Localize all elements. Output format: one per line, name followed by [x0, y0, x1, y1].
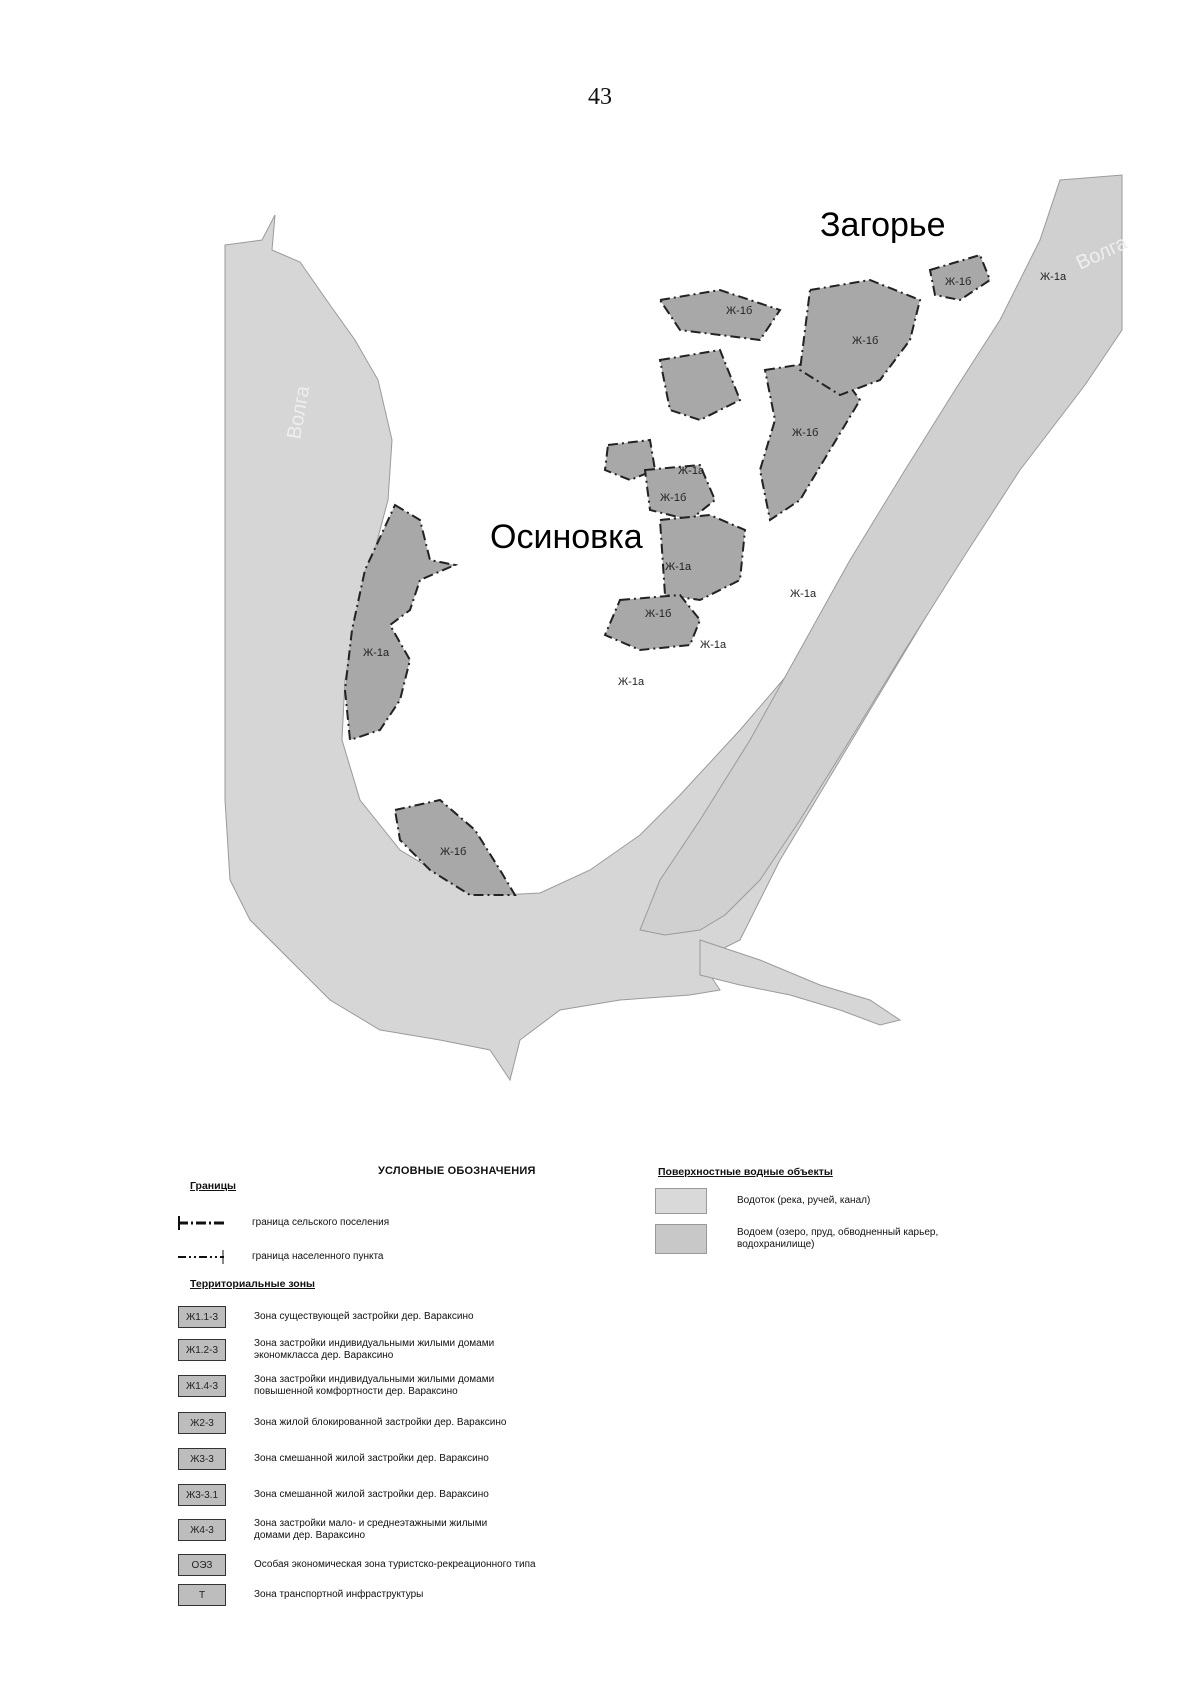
legend-zone-item [178, 1412, 506, 1434]
legend-text: граница населенного пункта [252, 1251, 384, 1262]
zone-swatch: Ж3-3 [178, 1448, 226, 1470]
legend-text: Зона смешанной жилой застройки дер. Вараксино [254, 1489, 489, 1500]
town-label-osinovka: Осиновка [490, 518, 643, 556]
legend-text: Зона жилой блокированной застройки дер. Вараксино [254, 1417, 507, 1428]
legend-text: Зона существующей застройки дер. Вараксино [254, 1311, 474, 1322]
zone-label: Ж-1а [1040, 271, 1067, 283]
zone-polygon [660, 290, 780, 340]
legend-water-item [655, 1224, 997, 1254]
zone-label: Ж-1б [945, 276, 972, 288]
zone-swatch: Ж1.2-3 [178, 1339, 226, 1361]
legend-text: Водоток (река, ручей, канал) [737, 1195, 871, 1206]
legend-boundary-locality [178, 1248, 383, 1266]
waterbody-swatch [655, 1224, 707, 1254]
river-inlet [700, 940, 900, 1025]
zone-label: Ж-1б [440, 846, 467, 858]
zone-label: Ж-1б [852, 335, 879, 347]
legend-zone-item [178, 1448, 489, 1470]
page-number: 43 [588, 84, 612, 110]
zone-swatch: ОЭЗ [178, 1554, 226, 1576]
legend-zone-item [178, 1554, 536, 1576]
legend-text: Зона транспортной инфраструктуры [254, 1589, 424, 1600]
zone-label: Ж-1б [660, 492, 687, 504]
zone-label: Ж-1а [678, 465, 705, 477]
legend-zone-item [178, 1484, 489, 1506]
zone-label: Ж-1а [790, 588, 817, 600]
legend-boundary-settlement [178, 1214, 389, 1232]
legend-text: Особая экономическая зона туристско-рекреационного типа [254, 1559, 536, 1570]
legend-text: Зона смешанной жилой застройки дер. Вараксино [254, 1453, 489, 1464]
legend-zone-item [178, 1306, 474, 1328]
locality-boundary-sample [178, 1248, 224, 1266]
zone-polygon [660, 515, 745, 600]
watercourse-swatch [655, 1188, 707, 1214]
zone-swatch: Ж1.1-3 [178, 1306, 226, 1328]
zone-swatch: Ж1.4-3 [178, 1375, 226, 1397]
legend-zone-item [178, 1518, 514, 1542]
river-label-right: Волга [1072, 231, 1131, 275]
legend-title: УСЛОВНЫЕ ОБОЗНАЧЕНИЯ [378, 1165, 536, 1177]
zone-polygon [605, 595, 700, 650]
legend-water-heading: Поверхностные водные объекты [658, 1166, 833, 1178]
legend-text: граница сельского поселения [252, 1217, 390, 1228]
zone-label: Ж-1б [792, 427, 819, 439]
zone-label: Ж-1а [665, 561, 692, 573]
legend-zones-heading: Территориальные зоны [190, 1278, 316, 1290]
zone-swatch: Ж3-3.1 [178, 1484, 226, 1506]
zone-label: Ж-1а [618, 676, 645, 688]
zone-label: Ж-1а [700, 639, 727, 651]
zone-swatch: Ж4-3 [178, 1519, 226, 1541]
legend-text: Зона застройки индивидуальными жилыми домами повышенной комфортности дер. Вараксино [254, 1374, 495, 1397]
zone-polygon [660, 350, 740, 420]
zone-label: Ж-1б [726, 305, 753, 317]
river-label-left: Волга [283, 384, 315, 441]
zone-label: Ж-1б [645, 608, 672, 620]
legend-zone-item [178, 1338, 544, 1362]
legend-water-item [655, 1188, 870, 1214]
zone-swatch: Т [178, 1584, 226, 1606]
legend-text: Зона застройки мало- и среднеэтажными жилыми домами дер. Вараксино [254, 1518, 488, 1541]
legend-boundaries-heading: Границы [190, 1180, 237, 1192]
zone-swatch: Ж2-3 [178, 1412, 226, 1434]
legend-text: Зона застройки индивидуальными жилыми домами экономкласса дер. Вараксино [254, 1338, 495, 1361]
zone-label: Ж-1а [363, 647, 390, 659]
legend-zone-item [178, 1584, 423, 1606]
legend-zone-item [178, 1374, 544, 1398]
legend-text: Водоем (озеро, пруд, обводненный карьер, водохранилище) [737, 1227, 939, 1250]
town-label-zagorye: Загорье [820, 206, 946, 244]
settlement-boundary-sample [178, 1214, 224, 1232]
